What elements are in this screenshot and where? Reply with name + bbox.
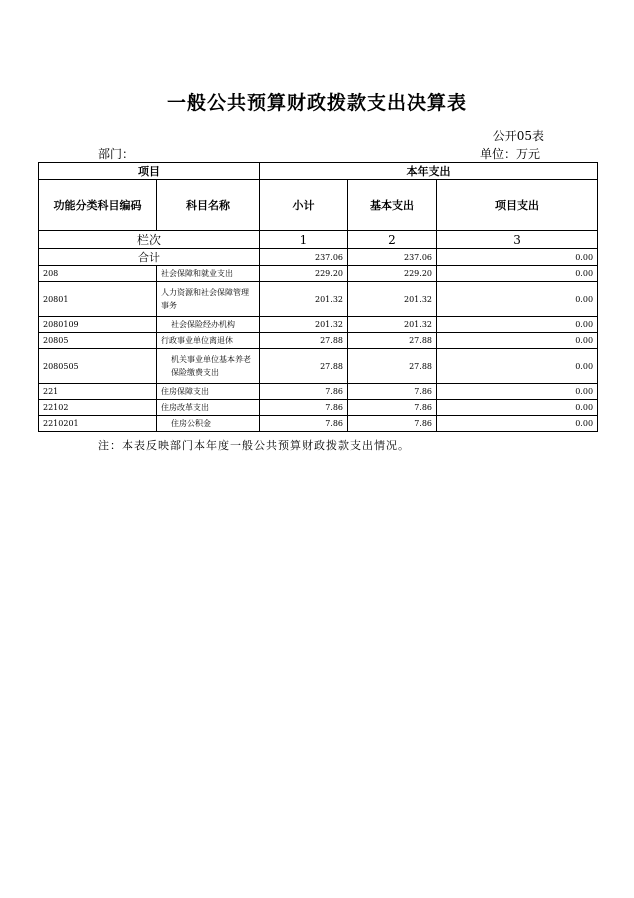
row-project: 0.00	[437, 317, 598, 333]
row-code: 2080109	[39, 317, 157, 333]
total-label: 合计	[39, 249, 260, 266]
row-code: 20801	[39, 282, 157, 317]
header-item: 项目	[39, 163, 260, 180]
row-basic: 229.20	[348, 266, 437, 282]
unit-label: 单位：万元	[479, 147, 540, 161]
row-basic: 201.32	[348, 282, 437, 317]
row-basic: 27.88	[348, 333, 437, 349]
column-3: 3	[437, 231, 598, 249]
header-subtotal: 小计	[260, 180, 348, 231]
row-project: 0.00	[437, 282, 598, 317]
column-1: 1	[260, 231, 348, 249]
header-subject-name: 科目名称	[157, 180, 260, 231]
row-subtotal: 201.32	[260, 317, 348, 333]
total-subtotal: 237.06	[260, 249, 348, 266]
row-name: 住房改革支出	[157, 400, 260, 416]
row-code: 2210201	[39, 416, 157, 432]
row-project: 0.00	[437, 349, 598, 384]
total-project: 0.00	[437, 249, 598, 266]
row-subtotal: 7.86	[260, 384, 348, 400]
row-project: 0.00	[437, 400, 598, 416]
row-basic: 201.32	[348, 317, 437, 333]
form-code: 公开05表	[492, 129, 544, 143]
total-basic: 237.06	[348, 249, 437, 266]
row-subtotal: 7.86	[260, 416, 348, 432]
table-row	[39, 349, 598, 384]
column-2: 2	[348, 231, 437, 249]
expenditure-table	[38, 162, 598, 432]
row-name: 住房公积金	[157, 416, 260, 432]
row-project: 0.00	[437, 416, 598, 432]
page-title: 一般公共预算财政拨款支出决算表	[166, 92, 467, 114]
table-row	[39, 266, 598, 282]
row-project: 0.00	[437, 266, 598, 282]
table-row	[39, 282, 598, 317]
row-basic: 7.86	[348, 384, 437, 400]
row-code: 2080505	[39, 349, 157, 384]
header-this-year: 本年支出	[260, 163, 598, 180]
row-subtotal: 229.20	[260, 266, 348, 282]
column-number-row	[39, 231, 598, 249]
header-basic: 基本支出	[348, 180, 437, 231]
row-name: 机关事业单位基本养老保险缴费支出	[157, 349, 260, 384]
header-project: 项目支出	[437, 180, 598, 231]
total-row	[39, 249, 598, 266]
header-func-code: 功能分类科目编码	[39, 180, 157, 231]
row-code: 208	[39, 266, 157, 282]
row-subtotal: 27.88	[260, 349, 348, 384]
row-name: 住房保障支出	[157, 384, 260, 400]
row-name: 社会保障和就业支出	[157, 266, 260, 282]
row-basic: 7.86	[348, 400, 437, 416]
row-code: 20805	[39, 333, 157, 349]
row-code: 221	[39, 384, 157, 400]
header-row-2	[39, 180, 598, 231]
row-project: 0.00	[437, 384, 598, 400]
department-label: 部门：	[98, 147, 135, 161]
row-subtotal: 27.88	[260, 333, 348, 349]
table-row	[39, 400, 598, 416]
row-basic: 27.88	[348, 349, 437, 384]
row-subtotal: 7.86	[260, 400, 348, 416]
header-row-1	[39, 163, 598, 180]
table-note: 注：本表反映部门本年度一般公共预算财政拨款支出情况。	[98, 439, 410, 452]
row-basic: 7.86	[348, 416, 437, 432]
table-row	[39, 384, 598, 400]
row-name: 社会保险经办机构	[157, 317, 260, 333]
row-name: 人力资源和社会保障管理事务	[157, 282, 260, 317]
table-row	[39, 333, 598, 349]
row-name: 行政事业单位离退休	[157, 333, 260, 349]
column-label: 栏次	[39, 231, 260, 249]
row-code: 22102	[39, 400, 157, 416]
table-row	[39, 317, 598, 333]
row-project: 0.00	[437, 333, 598, 349]
table-row	[39, 416, 598, 432]
row-subtotal: 201.32	[260, 282, 348, 317]
